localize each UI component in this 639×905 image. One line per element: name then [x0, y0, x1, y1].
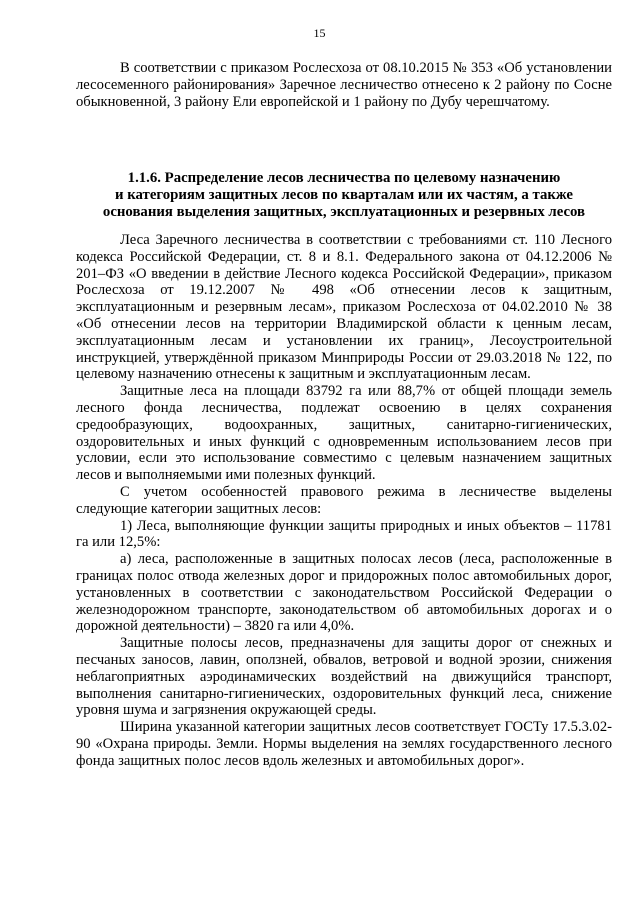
section-body — [76, 232, 612, 770]
section-heading — [76, 170, 612, 220]
section-heading-line: основания выделения защитных, эксплуатационных и резервных лесов — [102, 203, 586, 220]
body-paragraph: Защитные леса на площади 83792 га или 88,7% от общей площади земель лесного фонда лесничества, подлежат освоению в целях сохранения средообразующих, водоохранных, защитных, санитарно-гигиенических, оздоровительных и иных функций с одновременным использованием лесов при условии, если это использование совместимо с целевым назначением защитных лесов и выполняемыми ими полезных функций. — [76, 383, 612, 484]
body-paragraph: 1) Леса, выполняющие функции защиты природных и иных объектов – 11781 га или 12,5%: — [76, 517, 612, 551]
page-number: 15 — [313, 26, 326, 40]
section-heading-line: и категориям защитных лесов по кварталам или их частям, а также — [115, 186, 573, 203]
intro-paragraph: В соответствии с приказом Рослесхоза от 08.10.2015 № 353 «Об установлении лесосеменного районирования» Заречное лесничество отнесено к 2 району по Сосне обыкновенной, 3 району Ели европейской и 1 району по Дубу черешчатому. — [76, 60, 612, 110]
body-paragraph: Защитные полосы лесов, предназначены для защиты дорог от снежных и песчаных заносов, лавин, оползней, обвалов, ветровой и водной эрозии, снижения неблагоприятных аэродинамических воздействий на движущийся транспорт, выполнения санитарно-гигиенических, оздоровительных функций леса, снижение уровня шума и загрязнения окружающей среды. — [76, 635, 612, 719]
body-paragraph: Ширина указанной категории защитных лесов соответствует ГОСТу 17.5.3.02-90 «Охрана природы. Земли. Нормы выделения на землях государственного лесного фонда защитных полос лесов вдоль железных и автомобильных дорог». — [76, 719, 612, 769]
body-paragraph: а) леса, расположенные в защитных полосах лесов (леса, расположенные в границах полос отвода железных дорог и придорожных полос автомобильных дорог, установленных в соответствии с законодательством Российской Федерации о железнодорожном транспорте, законодательством об автомобильных дорогах и о дорожной деятельности) – 3820 га или 4,0%. — [76, 551, 612, 635]
body-paragraph: Леса Заречного лесничества в соответствии с требованиями ст. 110 Лесного кодекса Российской Федерации, ст. 8 и 8.1. Федерального закона от 04.12.2006 № 201–ФЗ «О введении в действие Лесного кодекса Российской Федерации», приказом Рослесхоза от 19.12.2007 № 498 «Об отнесении лесов к защитным, эксплуатационным и резервным лесам», приказом Рослесхоза от 04.02.2010 № 38 «Об отнесении лесов на территории Владимирской области к ценным лесам, эксплуатационным лесам и установлении их границ», Лесоустроительной инструкцией, утверждённой приказом Минприроды России от 29.03.2018 № 122, по целевому назначению отнесены к защитным и эксплуатационным лесам. — [76, 232, 612, 383]
intro-block — [76, 60, 612, 110]
section-heading-line: 1.1.6. Распределение лесов лесничества по целевому назначению — [127, 170, 561, 186]
body-paragraph: С учетом особенностей правового режима в лесничестве выделены следующие категории защитных лесов: — [76, 483, 612, 517]
